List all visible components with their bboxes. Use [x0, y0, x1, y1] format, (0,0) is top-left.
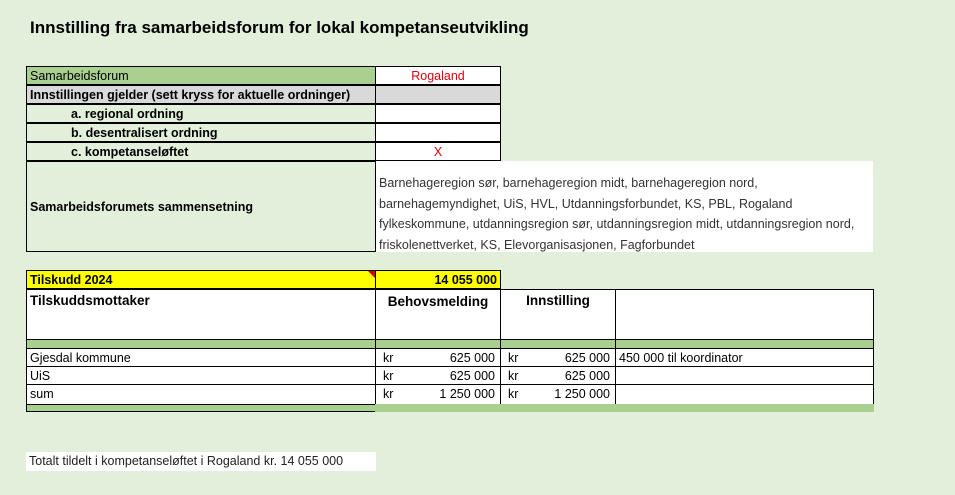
row-recommendation: [500, 384, 616, 405]
grant-value: 14 055 000: [375, 270, 501, 289]
row-name: Gjesdal kommune: [26, 348, 376, 367]
comment-indicator: [368, 271, 375, 278]
row-name: sum: [26, 384, 376, 405]
option-decentral-mark[interactable]: [375, 123, 501, 142]
row-recommendation-value: 1 250 000: [554, 387, 610, 401]
header-note: [615, 289, 874, 340]
header-request: Behovsmelding: [375, 289, 501, 340]
row-request: [375, 366, 501, 385]
row-recommendation-value: 625 000: [564, 351, 610, 365]
row-note: [615, 384, 874, 405]
row-request: [375, 384, 501, 405]
option-regional-mark[interactable]: [375, 104, 501, 123]
row-currency: kr: [508, 369, 519, 383]
spacer-row: [375, 404, 874, 412]
row-currency: kr: [383, 387, 394, 401]
row-note: 450 000 til koordinator: [615, 348, 874, 367]
grant-label-text: Tilskudd 2024: [30, 273, 113, 287]
option-decentral-label: b. desentralisert ordning: [26, 123, 376, 142]
row-request-value: 625 000: [449, 351, 495, 365]
row-recommendation: [500, 348, 616, 367]
row-currency: kr: [508, 351, 519, 365]
page-title: Innstilling fra samarbeidsforum for lokal kompetanseutvikling: [30, 18, 529, 37]
composition-label: Samarbeidsforumets sammensetning: [26, 161, 376, 252]
footer-total: Totalt tildelt i kompetanseløftet i Rogaland kr. 14 055 000: [26, 452, 376, 471]
header-recipient: Tilskuddsmottaker: [26, 289, 376, 340]
spacer-row: [26, 404, 376, 412]
row-name: UiS: [26, 366, 376, 385]
row-recommendation-value: 625 000: [564, 369, 610, 383]
row-currency: kr: [383, 351, 394, 365]
composition-text: Barnehageregion sør, barnehageregion midt, barnehageregion nord, barnehagemyndighet, UiS, HVL, Utdanningsforbundet, KS, PBL, Rogaland fylkeskommune, utdanningsregion sør, utdanningsregion midt, utdanningsregion nord, friskolenettverket, KS, Elevorganisasjonen, Fagforbundet: [376, 161, 873, 252]
forum-value[interactable]: Rogaland: [375, 66, 501, 85]
row-request-value: 625 000: [449, 369, 495, 383]
option-competence-mark[interactable]: X: [375, 142, 501, 161]
forum-label: Samarbeidsforum: [26, 66, 376, 85]
option-competence-label: c. kompetanseløftet: [26, 142, 376, 161]
header-recommendation: [500, 289, 616, 340]
row-request-value: 1 250 000: [439, 387, 495, 401]
scope-cell: [375, 85, 501, 104]
row-recommendation: [500, 366, 616, 385]
row-currency: kr: [508, 387, 519, 401]
row-request: [375, 348, 501, 367]
scope-label: Innstillingen gjelder (sett kryss for aktuelle ordninger): [26, 85, 376, 104]
grant-label: [26, 270, 376, 289]
header-recommendation-text: Innstilling: [526, 293, 590, 308]
row-note: [615, 366, 874, 385]
row-currency: kr: [383, 369, 394, 383]
option-regional-label: a. regional ordning: [26, 104, 376, 123]
